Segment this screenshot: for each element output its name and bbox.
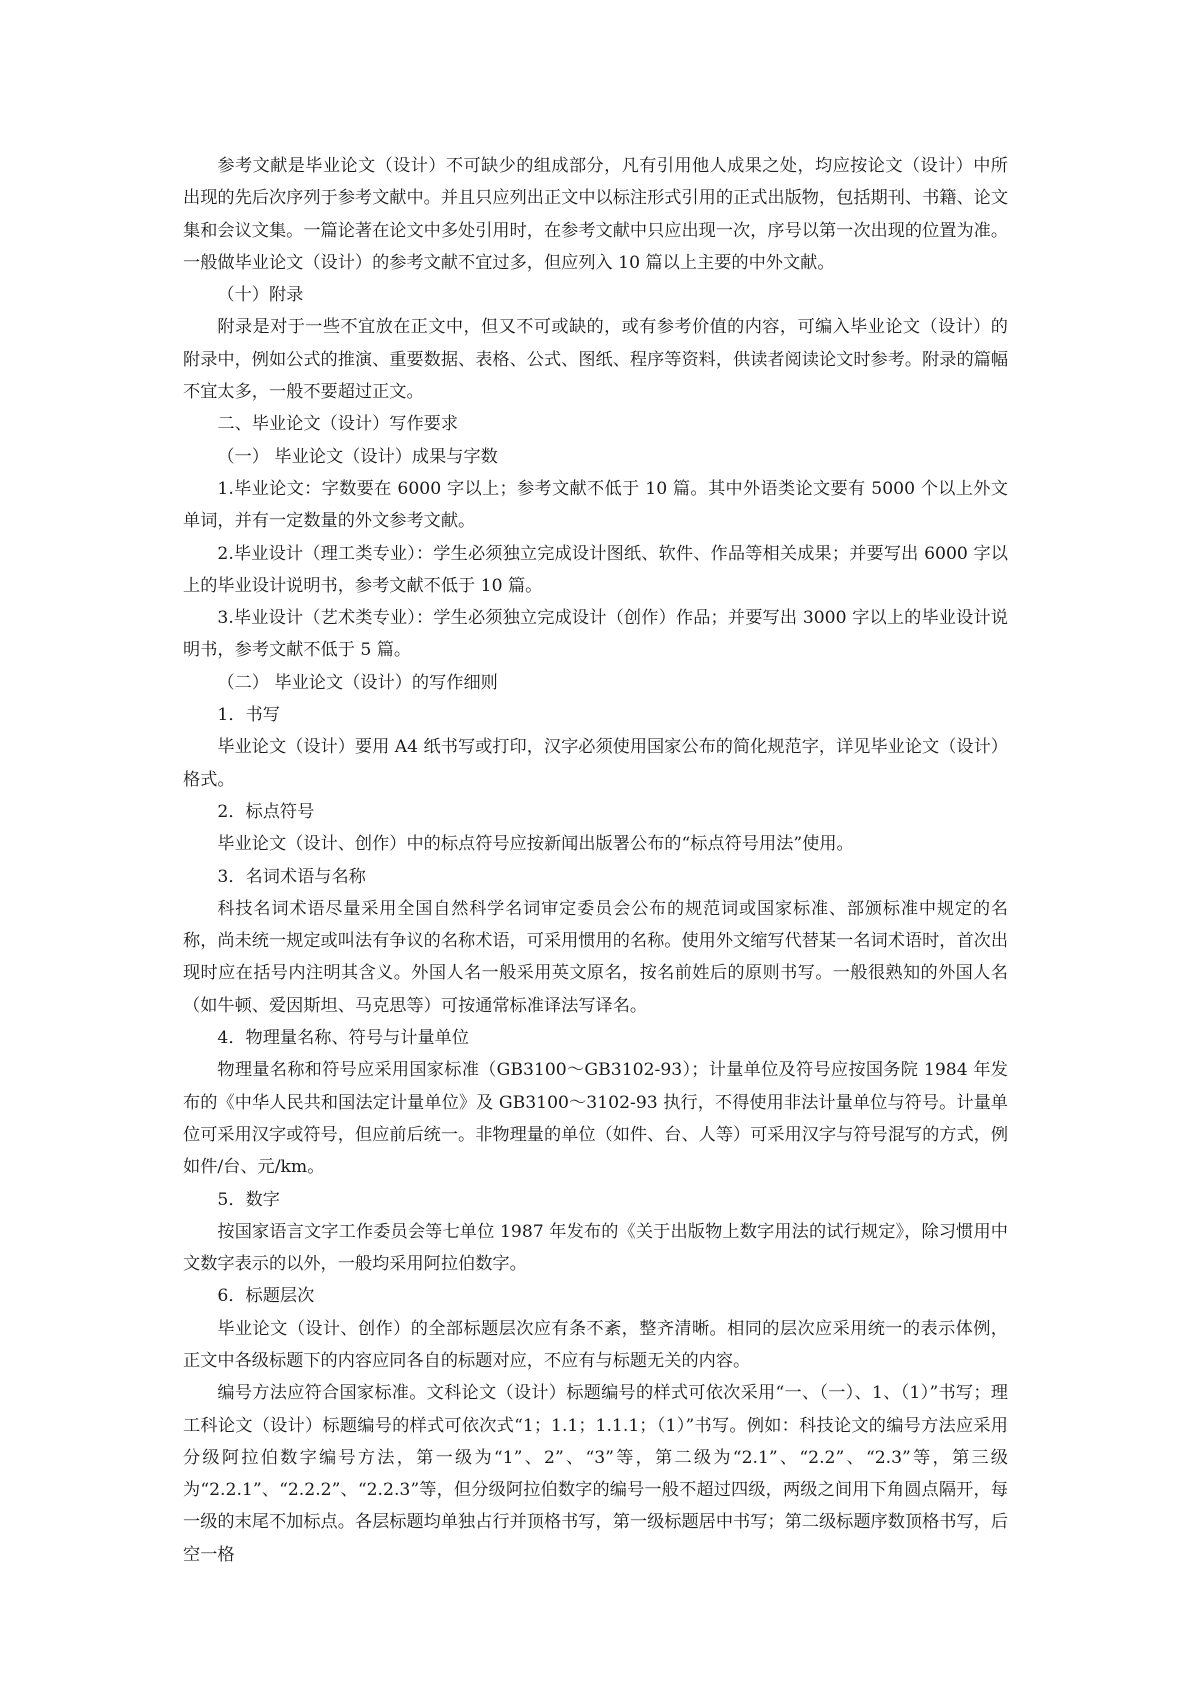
body-paragraph: 1.毕业论文：字数要在 6000 字以上；参考文献不低于 10 篇。其中外语类论文要有 5000 个以上外文单词，并有一定数量的外文参考文献。 xyxy=(183,478,1008,532)
body-paragraph: 2.毕业设计（理工类专业）：学生必须独立完成设计图纸、软件、作品等相关成果；并要写出 6000 字以上的毕业设计说明书，参考文献不低于 10 篇。 xyxy=(183,543,1008,596)
section-heading: （二） 毕业论文（设计）的写作细则 xyxy=(217,672,498,693)
body-paragraph: 参考文献是毕业论文（设计）不可缺少的组成部分，凡有引用他人成果之处，均应按论文（设计）中所出现的先后次序列于参考文献中。并且只应列出正文中以标注形式引用的正式出版物，包括期刊、书籍、论文集和会议文集。一篇论著在论文中多处引用时，在参考文献中只应出现一次，序号以第一次出现的位置为准。一般做毕业论文（设计）的参考文献不宜过多，但应列入 10 篇以上主要的中外文献。 xyxy=(183,156,1009,273)
body-paragraph: 毕业论文（设计、创作）的全部标题层次应有条不紊，整齐清晰。相同的层次应采用统一的表示体例，正文中各级标题下的内容应同各自的标题对应，不应有与标题无关的内容。 xyxy=(183,1318,1008,1371)
body-paragraph: 物理量名称和符号应采用国家标准（GB3100～GB3102-93）；计量单位及符号应按国务院 1984 年发布的《中华人民共和国法定计量单位》及 GB3100～3102-93 执行，不得使用非法计量单位与符号。计量单位可采用汉字或符号，但应前后统一。非物理量的单位（如件、台、人等）可采用汉字与符号混写的方式，例如件/台、元/km。 xyxy=(183,1060,1009,1178)
section-heading: （十）附录 xyxy=(217,285,304,306)
section-heading: 5．数字 xyxy=(217,1189,280,1210)
section-heading: （一） 毕业论文（设计）成果与字数 xyxy=(217,446,498,467)
body-paragraph: 科技名词术语尽量采用全国自然科学名词审定委员会公布的规范词或国家标准、部颁标准中规定的名称，尚未统一规定或叫法有争议的名称术语，可采用惯用的名称。使用外文缩写代替某一名词术语时，首次出现时应在括号内注明其含义。外国人名一般采用英文原名，按名前姓后的原则书写。一般很熟知的外国人名（如牛顿、爱因斯坦、马克思等）可按通常标准译法写译名。 xyxy=(183,898,1009,1016)
body-paragraph: 毕业论文（设计、创作）中的标点符号应按新闻出版署公布的“标点符号用法”使用。 xyxy=(217,834,854,855)
section-heading: 2．标点符号 xyxy=(217,801,315,822)
document-page xyxy=(183,150,1008,1571)
section-heading: 1．书写 xyxy=(217,705,280,726)
section-heading: 6．标题层次 xyxy=(217,1286,315,1307)
section-heading: 3．名词术语与名称 xyxy=(217,866,366,887)
body-paragraph: 3.毕业设计（艺术类专业）：学生必须独立完成设计（创作）作品；并要写出 3000 字以上的毕业设计说明书，参考文献不低于 5 篇。 xyxy=(183,608,1008,661)
body-paragraph: 按国家语言文字工作委员会等七单位 1987 年发布的《关于出版物上数字用法的试行规定》，除习惯用中文数字表示的以外，一般均采用阿拉伯数字。 xyxy=(183,1221,1008,1275)
body-paragraph: 编号方法应符合国家标准。文科论文（设计）标题编号的样式可依次采用“一、（一）、1、（1）”书写；理工科论文（设计）标题编号的样式可依次式“1；1.1；1.1.1；（1）”书写。例如：科技论文的编号方法应采用分级阿拉伯数字编号方法，第一级为“1”、2”、“3”等，第二级为“2.1”、“2.2”、“2.3”等，第三级为“2.2.1”、“2.2.2”、“2.2.3”等，但分级阿拉伯数字的编号一般不超过四级，两级之间用下角圆点隔开，每一级的末尾不加标点。各层标题均单独占行并顶格书写，第一级标题居中书写；第二级标题序数顶格书写，后空一格 xyxy=(183,1383,1009,1565)
section-heading: 二、毕业论文（设计）写作要求 xyxy=(217,414,459,435)
section-heading: 4．物理量名称、符号与计量单位 xyxy=(217,1028,469,1049)
body-paragraph: 毕业论文（设计）要用 A4 纸书写或打印，汉字必须使用国家公布的简化规范字，详见毕业论文（设计）格式。 xyxy=(183,737,1008,790)
body-paragraph: 附录是对于一些不宜放在正文中，但又不可或缺的，或有参考价值的内容，可编入毕业论文（设计）的附录中，例如公式的推演、重要数据、表格、公式、图纸、程序等资料，供读者阅读论文时参考。附录的篇幅不宜太多，一般不要超过正文。 xyxy=(183,317,1009,403)
